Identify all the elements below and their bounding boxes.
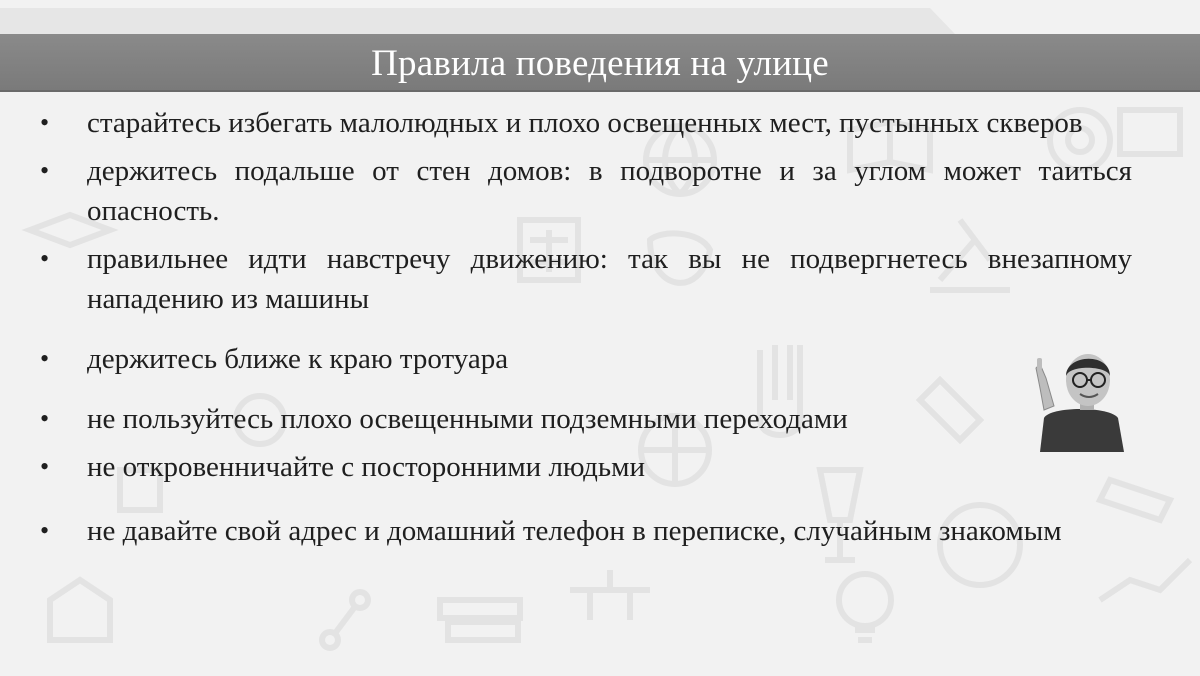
rules-list bbox=[40, 103, 1132, 559]
bullet-dot: • bbox=[40, 516, 50, 545]
list-item bbox=[40, 151, 1132, 231]
list-item bbox=[40, 511, 1132, 551]
bulb-icon bbox=[839, 574, 891, 626]
boy-pointing-up-icon bbox=[1010, 348, 1138, 452]
bullet-text: не давайте свой адрес и домашний телефон в переписке, случайным знакомым bbox=[87, 515, 1062, 547]
bullet-dot: • bbox=[40, 156, 50, 185]
bullet-text: старайтесь избегать малолюдных и плохо освещенных мест, пустынных скверов bbox=[87, 107, 1083, 139]
title-bar bbox=[0, 34, 1200, 92]
list-item bbox=[40, 239, 1132, 319]
network-icon bbox=[570, 570, 650, 620]
bullet-dot: • bbox=[40, 344, 50, 373]
bullet-text: правильнее идти навстречу движению: так вы не подвергнетесь внезапному нападению из машины bbox=[87, 243, 1132, 315]
list-item bbox=[40, 103, 1132, 143]
slide-title: Правила поведения на улице bbox=[371, 42, 829, 84]
list-item bbox=[40, 399, 1132, 439]
bullet-dot: • bbox=[40, 404, 50, 433]
house-icon bbox=[50, 580, 110, 640]
bullet-text: держитесь ближе к краю тротуара bbox=[87, 343, 509, 375]
bullet-text: не пользуйтесь плохо освещенными подземными переходами bbox=[87, 403, 848, 435]
top-decor-strip bbox=[0, 8, 1200, 34]
molecule-icon bbox=[322, 632, 338, 648]
list-item bbox=[40, 339, 1132, 379]
books-icon bbox=[440, 600, 520, 618]
bullet-dot: • bbox=[40, 244, 50, 273]
bullet-dot: • bbox=[40, 108, 50, 137]
chart-icon bbox=[1100, 560, 1190, 600]
bullet-text: не откровенничайте с посторонними людьми bbox=[87, 451, 645, 483]
bullet-text: держитесь подальше от стен домов: в подворотне и за углом может таиться опасность. bbox=[87, 155, 1132, 227]
list-item bbox=[40, 447, 1132, 487]
bullet-dot: • bbox=[40, 452, 50, 481]
